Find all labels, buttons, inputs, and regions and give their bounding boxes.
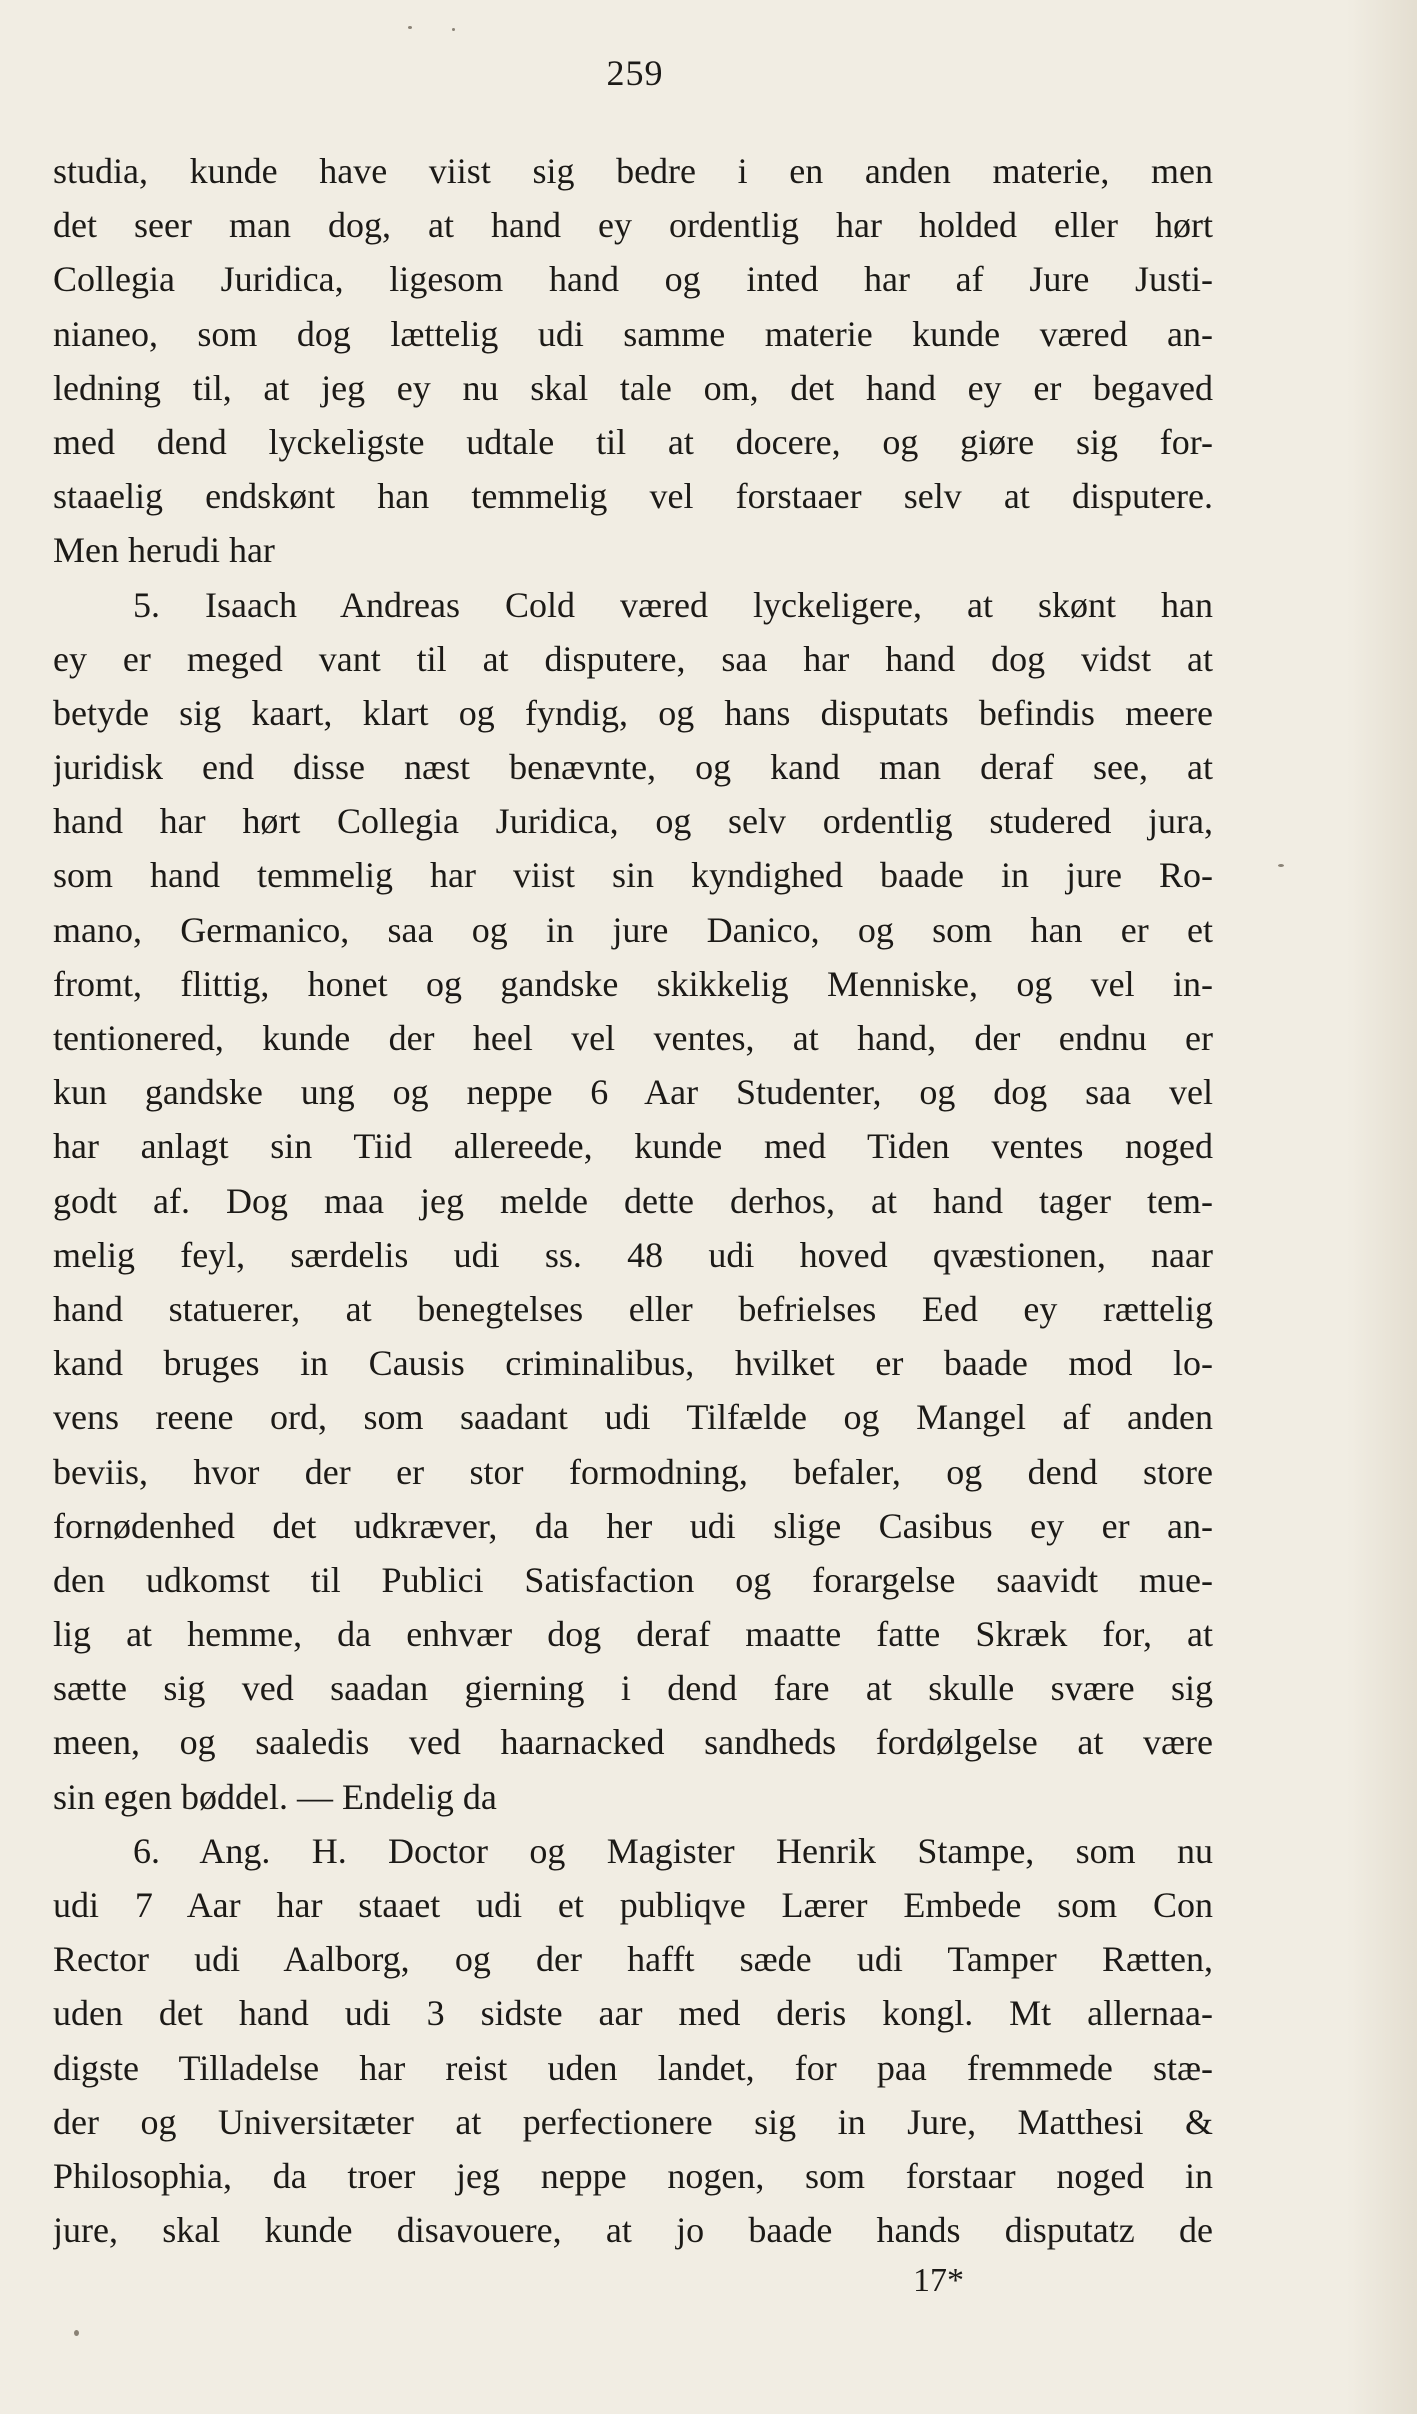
text-line: jure, skal kunde disavouere, at jo baade hands disputatz de <box>53 2210 1213 2251</box>
text-line: udi 7 Aar har staaet udi et publiqve Lærer Embede som Con <box>53 1885 1213 1925</box>
text-line: lig at hemme, da enhvær dog deraf maatte fatte Skræk for, at <box>53 1614 1213 1655</box>
text-line: vens reene ord, som saadant udi Tilfælde og Mangel af anden <box>53 1397 1213 1438</box>
text-line: ey er meged vant til at disputere, saa har hand dog vidst at <box>53 638 1213 679</box>
text-line: ledning til, at jeg ey nu skal tale om, det hand ey er begaved <box>53 367 1213 408</box>
text-line: melig feyl, særdelis udi ss. 48 udi hoved qvæstionen, naar <box>53 1234 1213 1275</box>
paper-speck <box>408 26 412 29</box>
text-line: meen, og saaledis ved haarnacked sandheds fordølgelse at være <box>53 1722 1213 1763</box>
paragraph-start-line: 5. Isaach Andreas Cold væred lyckeligere, at skønt han <box>133 584 1213 625</box>
paper-speck <box>1278 864 1284 867</box>
text-line: hand statuerer, at benegtelses eller befrielses Eed ey rættelig <box>53 1288 1213 1329</box>
text-line: mano, Germanico, saa og in jure Danico, og som han er et <box>53 909 1213 950</box>
text-line: som hand temmelig har viist sin kyndighed baade in jure Ro- <box>53 855 1213 896</box>
paper-speck <box>452 28 455 31</box>
text-line: sin egen bøddel. — Endelig da <box>53 1776 497 1817</box>
text-line: Collegia Juridica, ligesom hand og inted har af Jure Justi- <box>53 259 1213 300</box>
text-line: digste Tilladelse har reist uden landet, for paa fremmede stæ- <box>53 2047 1213 2088</box>
text-line: hand har hørt Collegia Juridica, og selv ordentlig studered jura, <box>53 801 1213 842</box>
text-line: staaelig endskønt han temmelig vel forstaaer selv at disputere. <box>53 476 1213 517</box>
page-edge-shading <box>1347 0 1417 2414</box>
text-line: den udkomst til Publici Satisfaction og forargelse saavidt mue- <box>53 1559 1213 1600</box>
paper-speck <box>74 2330 79 2336</box>
text-line: det seer man dog, at hand ey ordentlig har holded eller hørt <box>53 205 1213 246</box>
body-text <box>53 144 1213 2257</box>
text-line: godt af. Dog maa jeg melde dette derhos, at hand tager tem- <box>53 1180 1213 1221</box>
text-line: uden det hand udi 3 sidste aar med deris kongl. Mt allernaa- <box>53 1993 1213 2034</box>
signature-mark: 17* <box>913 2262 964 2299</box>
text-line: Men herudi har <box>53 530 275 571</box>
text-line: med dend lyckeligste udtale til at docere, og giøre sig for- <box>53 421 1213 462</box>
page-number: 259 <box>606 53 664 93</box>
text-line: studia, kunde have viist sig bedre i en anden materie, men <box>53 151 1213 191</box>
text-line: nianeo, som dog lættelig udi samme materie kunde væred an- <box>53 313 1213 354</box>
text-line: juridisk end disse næst benævnte, og kand man deraf see, at <box>53 747 1213 788</box>
text-line: tentionered, kunde der heel vel ventes, at hand, der endnu er <box>53 1018 1213 1058</box>
text-line: betyde sig kaart, klart og fyndig, og hans disputats befindis meere <box>53 692 1213 733</box>
text-line: fromt, flittig, honet og gandske skikkelig Menniske, og vel in- <box>53 963 1213 1004</box>
text-line: kun gandske ung og neppe 6 Aar Studenter, og dog saa vel <box>53 1072 1213 1113</box>
text-line: Philosophia, da troer jeg neppe nogen, som forstaar noged in <box>53 2155 1213 2196</box>
text-line: har anlagt sin Tiid allereede, kunde med Tiden ventes noged <box>53 1126 1213 1167</box>
paragraph-start-line: 6. Ang. H. Doctor og Magister Henrik Stampe, som nu <box>133 1830 1213 1871</box>
text-line: beviis, hvor der er stor formodning, befaler, og dend store <box>53 1451 1213 1492</box>
text-line: Rector udi Aalborg, og der hafft sæde udi Tamper Rætten, <box>53 1939 1213 1980</box>
text-line: fornødenhed det udkræver, da her udi slige Casibus ey er an- <box>53 1505 1213 1546</box>
text-line: sætte sig ved saadan gierning i dend fare at skulle svære sig <box>53 1668 1213 1709</box>
text-line: kand bruges in Causis criminalibus, hvilket er baade mod lo- <box>53 1343 1213 1384</box>
text-line: der og Universitæter at perfectionere sig in Jure, Matthesi & <box>53 2101 1213 2142</box>
